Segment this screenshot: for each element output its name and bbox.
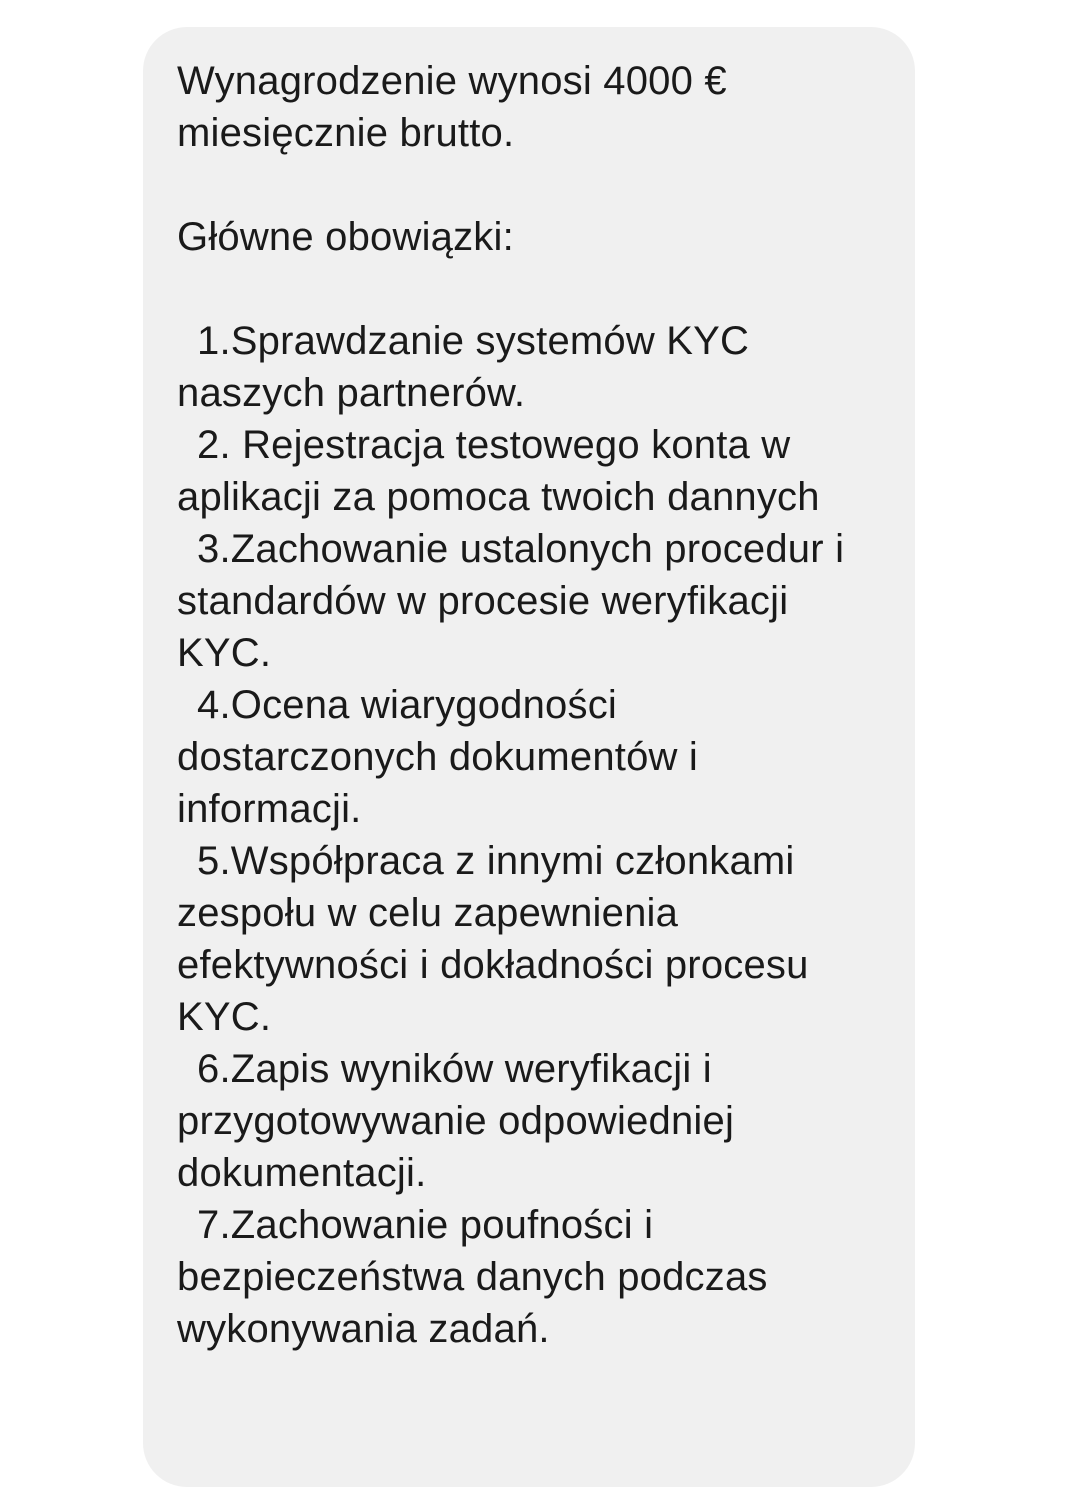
duty-number: 2. xyxy=(197,423,231,467)
duty-number: 3. xyxy=(197,527,231,571)
paragraph-gap xyxy=(177,263,885,315)
duty-item xyxy=(177,1043,885,1199)
duty-item xyxy=(177,315,885,419)
message-bubble[interactable] xyxy=(143,27,915,1487)
duty-number: 6. xyxy=(197,1047,231,1091)
duty-number: 4. xyxy=(197,683,231,727)
duty-number: 5. xyxy=(197,839,231,883)
duty-text: Zachowanie ustalonych procedur i standardów w procesie weryfikacji KYC. xyxy=(177,527,856,675)
duty-text: Ocena wiarygodności dostarczonych dokumentów i informacji. xyxy=(177,683,710,831)
duty-text: Rejestracja testowego konta w aplikacji za pomoca twoich dannych xyxy=(177,423,820,519)
duty-item xyxy=(177,1199,885,1355)
salary-text: Wynagrodzenie wynosi 4000 € miesięcznie brutto. xyxy=(177,59,739,155)
duty-item xyxy=(177,835,885,1043)
duty-item xyxy=(177,419,885,523)
duty-item xyxy=(177,523,885,679)
duty-text: Zachowanie poufności i bezpieczeństwa danych podczas wykonywania zadań. xyxy=(177,1203,779,1351)
paragraph-gap xyxy=(177,159,885,211)
duty-item xyxy=(177,679,885,835)
duty-number: 7. xyxy=(197,1203,231,1247)
duty-text: Zapis wyników weryfikacji i przygotowywanie odpowiedniej dokumentacji. xyxy=(177,1047,746,1195)
duties-heading: Główne obowiązki: xyxy=(177,215,514,259)
duty-number: 1. xyxy=(197,319,231,363)
duty-text: Sprawdzanie systemów KYC naszych partnerów. xyxy=(177,319,761,415)
duty-text: Współpraca z innymi członkami zespołu w celu zapewnienia efektywności i dokładności procesu KYC. xyxy=(177,839,820,1039)
